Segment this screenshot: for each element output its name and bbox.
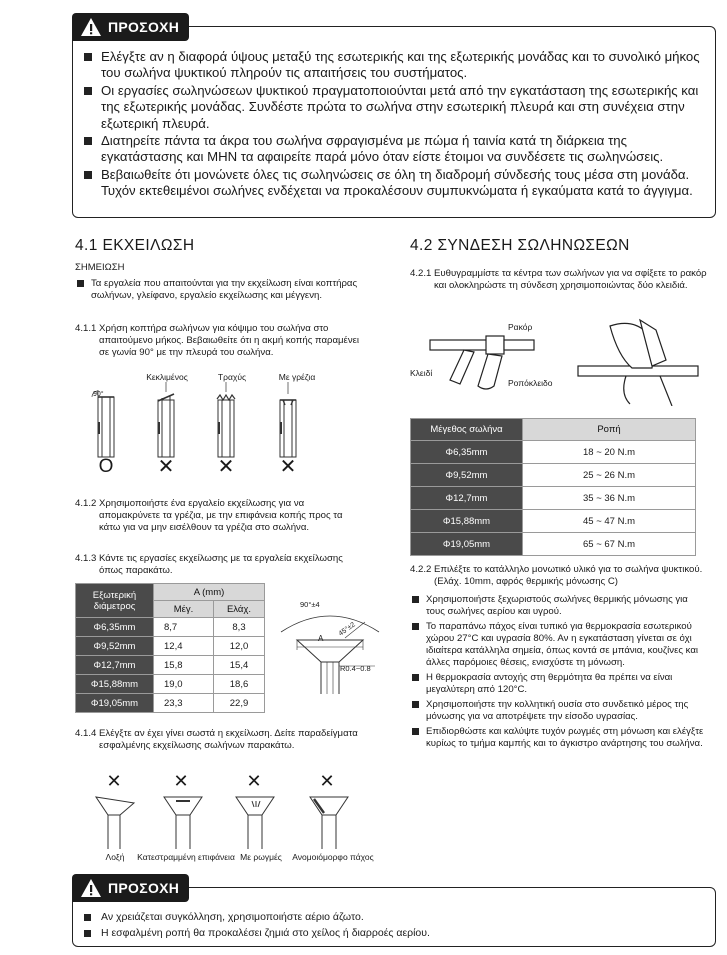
table-cell: 22,9: [214, 694, 265, 713]
table-cell: Φ6,35mm: [411, 441, 523, 464]
table-header: Μέγεθος σωλήνα: [411, 419, 523, 441]
table-cell: 15,8: [154, 656, 214, 675]
flare-angle-label: 90°±4: [300, 600, 320, 609]
table-row: [411, 510, 696, 533]
table-cell: Φ19,05mm: [76, 694, 154, 713]
bad-flare-label: Με ρωγμές: [240, 852, 282, 862]
table-cell: 18,6: [214, 675, 265, 694]
warning-icon: [80, 878, 102, 898]
cut-label-rough: Τραχύς: [217, 372, 247, 382]
cut-label-burrs: Με γρέζια: [278, 372, 316, 382]
step-4-2-1: [410, 268, 708, 292]
caution-title: ΠΡΟΣΟΧΗ: [108, 19, 180, 35]
step-text: Κάντε τις εργασίες εκχείλωσης με τα εργαλεία εκχείλωσης όπως παρακάτω.: [99, 553, 343, 576]
note-label: ΣΗΜΕΙΩΣΗ: [75, 262, 125, 273]
list-item: Χρησιμοποιήστε ξεχωριστούς σωλήνες θερμικής μόνωσης για τους σωλήνες αερίου και υγρού.: [410, 594, 708, 618]
step-text: Χρησιμοποιήστε ένα εργαλείο εκχείλωσης για να απομακρύνετε τα γρέζια, με την επιφάνεια κοπής προς τα κάτω για να μην εισέλθουν τα γρέζια στο σωλήνα.: [99, 498, 343, 533]
step-number: 4.2.2: [410, 564, 432, 575]
table-cell: 45 ~ 47 N.m: [523, 510, 696, 533]
step-text: Ευθυγραμμίστε τα κέντρα των σωλήνων για να σφίξετε το ρακόρ και ολοκληρώστε τη σύνδεση χρησιμοποιώντας δύο κλειδιά.: [434, 268, 707, 291]
caution-list: [81, 910, 701, 942]
caution-item: Η εσφαλμένη ροπή θα προκαλέσει ζημιά στο χείλος ή διαρροές αερίου.: [81, 926, 701, 941]
step-4-1-3: [75, 553, 365, 577]
table-cell: 25 ~ 26 N.m: [523, 464, 696, 487]
section-title-flaring: 4.1 ΕΚΧΕΙΛΩΣΗ: [75, 237, 195, 254]
mark-wrong: ✕: [217, 456, 235, 478]
table-cell: 8,3: [214, 618, 265, 637]
step-number: 4.1.4: [75, 728, 97, 739]
caution-header: [72, 874, 189, 902]
caution-box-bottom: [72, 880, 716, 947]
caution-header: [72, 13, 189, 41]
table-header: A (mm): [154, 584, 265, 601]
flare-dimensions-table: [75, 583, 265, 713]
table-header: Ροπή: [523, 419, 696, 441]
step-4-1-1: [75, 323, 365, 359]
mark-wrong: ✕: [319, 771, 335, 791]
step-text: Χρήση κοπτήρα σωλήνων για κόψιμο του σωλήνα στο απαιτούμενο μήκος. Βεβαιωθείτε ότι η ακμή κοπής παραμένει σε γωνία 90° με την πλευρά του σωλήνα.: [99, 323, 360, 358]
caution-list: [81, 49, 701, 201]
caution-box-top: [72, 19, 716, 218]
table-subheader: Ελάχ.: [214, 601, 265, 618]
table-cell: Φ9,52mm: [411, 464, 523, 487]
note-list: [75, 278, 365, 305]
table-cell: 12,4: [154, 637, 214, 656]
bad-flare-label: Ανομοιόμορφο πάχος: [292, 852, 374, 862]
table-cell: 18 ~ 20 N.m: [523, 441, 696, 464]
caution-item: Οι εργασίες σωληνώσεων ψυκτικού πραγματοποιούνται μετά από την εγκατάσταση της εσωτερικής και της εξωτερικής μονάδας. Συνδέστε πρώτα το σωλήνα στην εσωτερική πλευρά και στη συνέχεια στην εξωτερική πλευρά.: [81, 83, 701, 132]
warning-icon: [80, 17, 102, 37]
table-row: [76, 618, 265, 637]
table-row: [76, 656, 265, 675]
table-row: [76, 694, 265, 713]
mark-wrong: ✕: [246, 771, 262, 791]
table-cell: Φ9,52mm: [76, 637, 154, 656]
step-4-1-2: [75, 498, 365, 534]
table-cell: Φ15,88mm: [76, 675, 154, 694]
caution-title: ΠΡΟΣΟΧΗ: [108, 880, 180, 896]
step-4-2-2: [410, 564, 708, 588]
flare-profile-diagram: [275, 602, 385, 702]
cut-label-inclined: Κεκλιμένος: [146, 372, 188, 382]
table-cell: Φ12,7mm: [76, 656, 154, 675]
flare-angle2-label: 45°±2: [337, 621, 357, 638]
table-cell: 19,0: [154, 675, 214, 694]
table-cell: Φ19,05mm: [411, 533, 523, 556]
flare-radius-label: R0.4~0.8: [340, 664, 371, 673]
angle-label: 90°: [93, 391, 104, 398]
table-row: [76, 637, 265, 656]
label-kleidi: Κλειδί: [410, 368, 433, 378]
table-row: [76, 675, 265, 694]
step-4-1-4: [75, 728, 365, 752]
flare-a-label: A: [318, 634, 324, 643]
caution-item: Ελέγξτε αν η διαφορά ύψους μεταξύ της εσωτερικής και της εξωτερικής μονάδας και το συνολικό μήκος του σωλήνα ψυκτικού πληρούν τις απαιτήσεις του συστήματος.: [81, 49, 701, 82]
list-item: Το παραπάνω πάχος είναι τυπικό για θερμοκρασία εσωτερικού χώρου 27°C και υγρασία 80%. Αν η εγκατάσταση γίνεται σε όχι ιδιαίτερα κατάλληλα σημεία, όπως κοντά σε μπάνια, κουζίνες και άλλες παρόμοιες θέσεις, ενισχύστε τη μόνωση.: [410, 621, 708, 669]
table-cell: 15,4: [214, 656, 265, 675]
mark-wrong: ✕: [173, 771, 189, 791]
table-cell: Φ6,35mm: [76, 618, 154, 637]
label-rakor: Ρακόρ: [508, 322, 533, 332]
step-number: 4.1.1: [75, 323, 97, 334]
table-cell: Φ15,88mm: [411, 510, 523, 533]
table-row: [411, 441, 696, 464]
mark-wrong: ✕: [106, 771, 122, 791]
step-text: Επιλέξτε το κατάλληλο μονωτικό υλικό για το σωλήνα ψυκτικού. (Ελάχ. 10mm, αφρός θερμικής μόνωσης C): [434, 564, 703, 587]
table-cell: Φ12,7mm: [411, 487, 523, 510]
caution-item: Βεβαιωθείτε ότι μονώνετε όλες τις σωληνώσεις σε όλη τη διαδρομή σύνδεσής τους μέσα στη μονάδα. Τυχόν εκτεθειμένοι σωλήνες ενδέχεται να προκαλέσουν συμπυκνώματα ή εγκαύματα κατά το άγγιγμα.: [81, 167, 701, 200]
table-cell: 65 ~ 67 N.m: [523, 533, 696, 556]
table-row: [411, 487, 696, 510]
label-ropokleido: Ροπόκλειδο: [508, 378, 553, 388]
caution-item: Αν χρειάζεται συγκόλληση, χρησιμοποιήστε αέριο άζωτο.: [81, 910, 701, 925]
table-cell: 12,0: [214, 637, 265, 656]
table-subheader: Μέγ.: [154, 601, 214, 618]
section-title-connection: 4.2 ΣΥΝΔΕΣΗ ΣΩΛΗΝΩΣΕΩΝ: [410, 237, 630, 254]
table-cell: 8,7: [154, 618, 214, 637]
bad-flare-label: Κατεστραμμένη επιφάνεια: [137, 852, 235, 862]
bad-flare-label: Λοξή: [105, 852, 125, 862]
step-number: 4.2.1: [410, 268, 432, 279]
mark-correct: O: [98, 456, 114, 477]
list-item: Επιδιορθώστε και καλύψτε τυχόν ρωγμές στη μόνωση και ελέγξτε κυρίως το τμήμα καμπής και το άγκιστρο ανάρτησης του σωλήνα.: [410, 726, 708, 750]
mark-wrong: ✕: [157, 456, 175, 478]
table-row: [411, 464, 696, 487]
note-item: Τα εργαλεία που απαιτούνται για την εκχείλωση είναι κοπτήρας σωλήνων, γλείφανο, εργαλείο εκχείλωσης και μέγγενη.: [75, 278, 365, 302]
insulation-list: [410, 594, 708, 753]
step-text: Ελέγξτε αν έχει γίνει σωστά η εκχείλωση. Δείτε παραδείγματα εσφαλμένης εκχείλωσης σωλήνων παρακάτω.: [99, 728, 358, 751]
torque-table: [410, 418, 696, 556]
step-number: 4.1.2: [75, 498, 97, 509]
caution-item: Διατηρείτε πάντα τα άκρα του σωλήνα σφραγισμένα με πώμα ή ταινία κατά τη διάρκεια της εγκατάστασης και ΜΗΝ τα αφαιρείτε παρά μόνο όταν είστε έτοιμοι να συνδέσετε τις σωληνώσεις.: [81, 133, 701, 166]
list-item: Η θερμοκρασία αντοχής στη θερμότητα θα πρέπει να είναι μεγαλύτερη από 120°C.: [410, 672, 708, 696]
step-number: 4.1.3: [75, 553, 97, 564]
bad-flare-diagrams: [90, 793, 380, 851]
mark-wrong: ✕: [279, 456, 297, 478]
table-header: Εξωτερική διάμετρος: [76, 584, 154, 618]
table-cell: 35 ~ 36 N.m: [523, 487, 696, 510]
table-row: [411, 533, 696, 556]
two-wrench-illustration: [420, 316, 710, 406]
list-item: Χρησιμοποιήστε την κολλητική ουσία στο συνδετικό μέρος της μόνωσης για να αποτρέψετε την είσοδο υγρασίας.: [410, 699, 708, 723]
table-cell: 23,3: [154, 694, 214, 713]
